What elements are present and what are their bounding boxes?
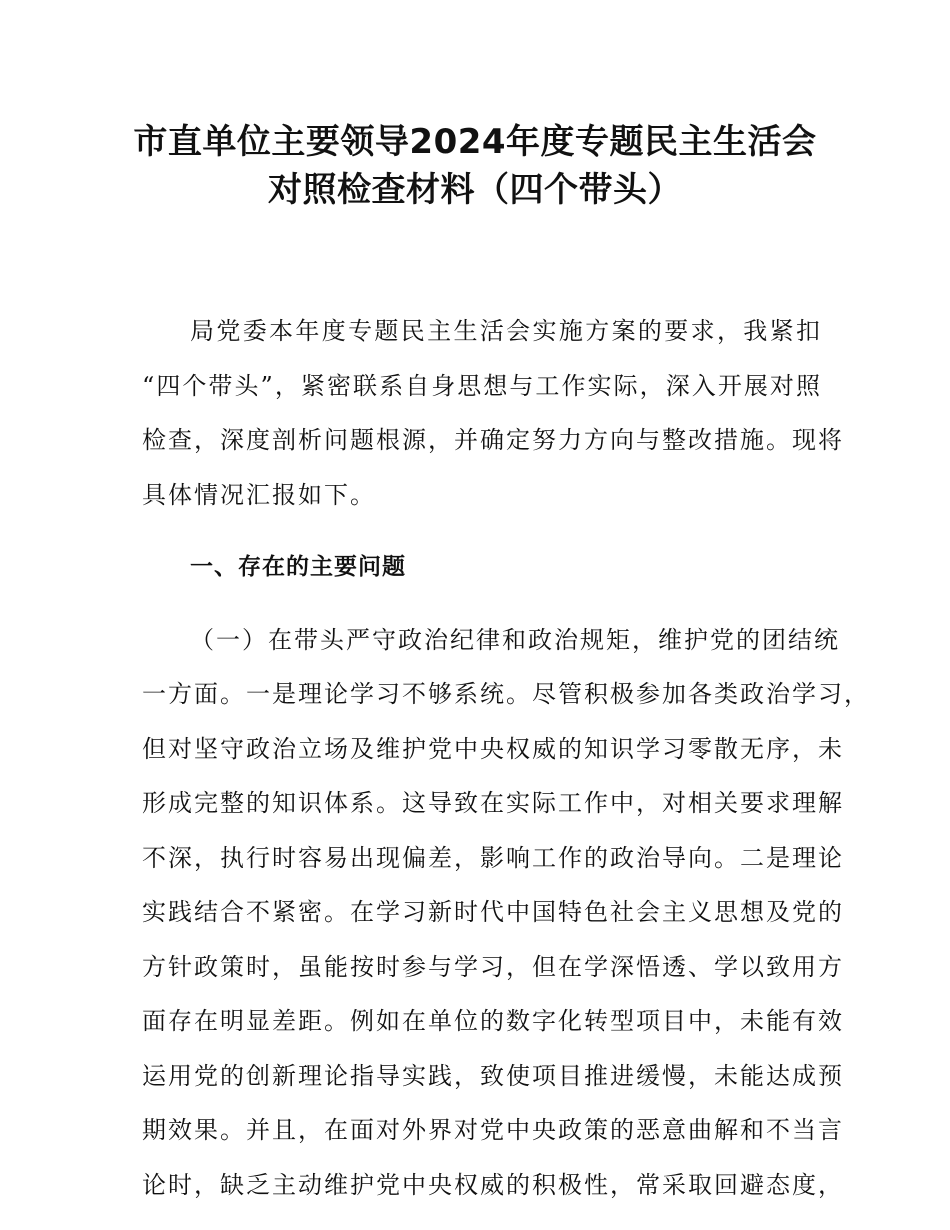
intro-line: “四个带头”，紧密联系自身思想与工作实际，深入开展对照 [142, 371, 822, 400]
intro-line: 具体情况汇报如下。 [142, 480, 376, 509]
section-heading: 一、存在的主要问题 [190, 554, 406, 580]
body-line: （一）在带头严守政治纪律和政治规矩，维护党的团结统 [190, 625, 840, 654]
body-line: 形成完整的知识体系。这导致在实际工作中，对相关要求理解 [142, 789, 844, 817]
intro-line: 检查，深度剖析问题根源，并确定努力方向与整改措施。现将 [142, 426, 844, 454]
body-line: 不深，执行时容易出现偏差，影响工作的政治导向。二是理论 [142, 843, 844, 872]
document-title-line-2: 对照检查材料（四个带头） [268, 170, 682, 210]
body-line: 方针政策时，虽能按时参与学习，但在学深悟透、学以致用方 [142, 952, 844, 981]
body-line: 一方面。一是理论学习不够系统。尽管积极参加各类政治学习， [142, 680, 870, 708]
body-line: 实践结合不紧密。在学习新时代中国特色社会主义思想及党的 [142, 898, 844, 926]
document-title-line-1: 市直单位主要领导2024年度专题民主生活会 [133, 122, 817, 162]
document-body [142, 304, 870, 1212]
body-line: 但对坚守政治立场及维护党中央权威的知识学习零散无序，未 [142, 734, 844, 763]
body-line: 论时，缺乏主动维护党中央权威的积极性，常采取回避态度， [142, 1170, 844, 1199]
paragraph-gap [142, 522, 822, 540]
paragraph-gap [142, 595, 822, 613]
body-line: 运用党的创新理论指导实践，致使项目推进缓慢，未能达成预 [142, 1061, 844, 1090]
body-line: 期效果。并且，在面对外界对党中央政策的恶意曲解和不当言 [142, 1116, 844, 1144]
body-line: 面存在明显差距。例如在单位的数字化转型项目中，未能有效 [142, 1007, 844, 1035]
intro-line: 局党委本年度专题民主生活会实施方案的要求，我紧扣 [190, 317, 822, 345]
